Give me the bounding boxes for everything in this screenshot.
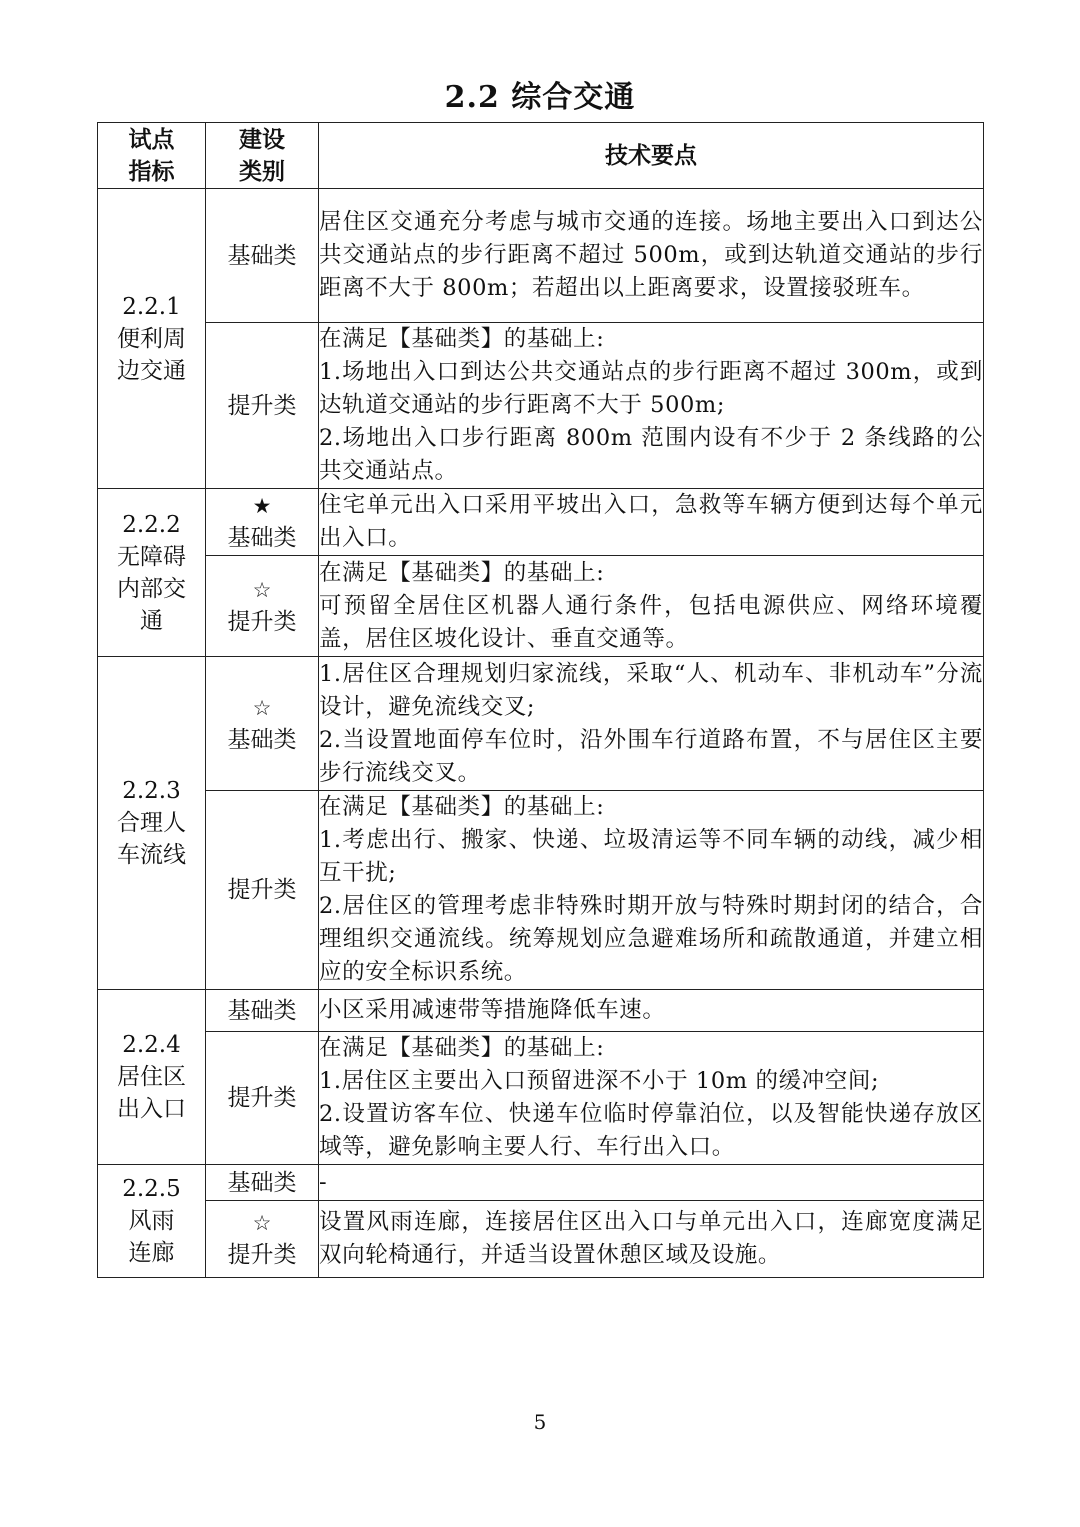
technical-points-cell: 居住区交通充分考虑与城市交通的连接。场地主要出入口到达公共交通站点的步行距离不超过 500m，或到达轨道交通站的步行距离不大于 800m；若超出以上距离要求，设置接驳班车。 [319, 189, 984, 323]
indicator-cell: 2.2.1 便利周 边交通 [98, 189, 206, 489]
indicator-cell: 2.2.5 风雨 连廊 [98, 1165, 206, 1278]
header-indicator: 试点 指标 [98, 123, 206, 189]
category-cell: 提升类 [206, 323, 319, 489]
table-row [98, 189, 984, 323]
technical-points-cell: - [319, 1165, 984, 1201]
table-row [98, 556, 984, 657]
outline-star-icon: ☆ [252, 1211, 272, 1235]
technical-points-cell: 1.居住区合理规划归家流线，采取“人、机动车、非机动车”分流设计，避免流线交叉; 2.当设置地面停车位时，沿外围车行道路布置，不与居住区主要步行流线交叉。 [319, 657, 984, 791]
outline-star-icon: ☆ [252, 695, 272, 720]
header-category: 建设 类别 [206, 123, 319, 189]
table-row [98, 1032, 984, 1165]
category-cell: ☆ 提升类 [206, 1201, 319, 1278]
page-number: 5 [533, 1410, 547, 1434]
category-cell: ☆ 基础类 [206, 657, 319, 791]
section-title: 2.2 综合交通 [444, 80, 636, 115]
category-cell: 提升类 [206, 791, 319, 990]
technical-points-cell: 在满足【基础类】的基础上: 1.场地出入口到达公共交通站点的步行距离不超过 300m，或到达轨道交通站的步行距离不大于 500m; 2.场地出入口步行距离 800m 范围内设有不少于 2 条线路的公共交通站点。 [319, 323, 984, 489]
table-row [98, 990, 984, 1032]
filled-star-icon: ★ [252, 494, 272, 518]
indicator-cell: 2.2.4 居住区 出入口 [98, 990, 206, 1165]
table-row [98, 489, 984, 556]
outline-star-icon: ☆ [252, 578, 272, 602]
technical-points-cell: 设置风雨连廊，连接居住区出入口与单元出入口，连廊宽度满足双向轮椅通行，并适当设置休憩区域及设施。 [319, 1201, 984, 1278]
indicator-cell: 2.2.2 无障碍 内部交 通 [98, 489, 206, 657]
technical-points-cell: 小区采用减速带等措施降低车速。 [319, 990, 984, 1032]
table-header-row [98, 123, 984, 189]
table-row [98, 1201, 984, 1278]
category-cell: 基础类 [206, 1165, 319, 1201]
table-row [98, 1165, 984, 1201]
header-technical-points: 技术要点 [319, 123, 984, 189]
table-row [98, 791, 984, 990]
category-cell: ★ 基础类 [206, 489, 319, 556]
technical-points-cell: 住宅单元出入口采用平坡出入口，急救等车辆方便到达每个单元出入口。 [319, 489, 984, 556]
table-row [98, 657, 984, 791]
technical-points-cell: 在满足【基础类】的基础上: 1.考虑出行、搬家、快递、垃圾清运等不同车辆的动线，减少相互干扰; 2.居住区的管理考虑非特殊时期开放与特殊时期封闭的结合，合理组织交通流线。统筹规划应急避难场所和疏散通道，并建立相应的安全标识系统。 [319, 791, 984, 990]
category-cell: 基础类 [206, 990, 319, 1032]
category-cell: 提升类 [206, 1032, 319, 1165]
table-row [98, 323, 984, 489]
technical-requirements-table [97, 122, 984, 1278]
indicator-cell: 2.2.3 合理人 车流线 [98, 657, 206, 990]
category-cell: 基础类 [206, 189, 319, 323]
technical-points-cell: 在满足【基础类】的基础上: 可预留全居住区机器人通行条件，包括电源供应、网络环境覆盖，居住区坡化设计、垂直交通等。 [319, 556, 984, 657]
category-cell: ☆ 提升类 [206, 556, 319, 657]
technical-points-cell: 在满足【基础类】的基础上: 1.居住区主要出入口预留进深不小于 10m 的缓冲空间; 2.设置访客车位、快递车位临时停靠泊位，以及智能快递存放区域等，避免影响主要人行、车行出入口。 [319, 1032, 984, 1165]
